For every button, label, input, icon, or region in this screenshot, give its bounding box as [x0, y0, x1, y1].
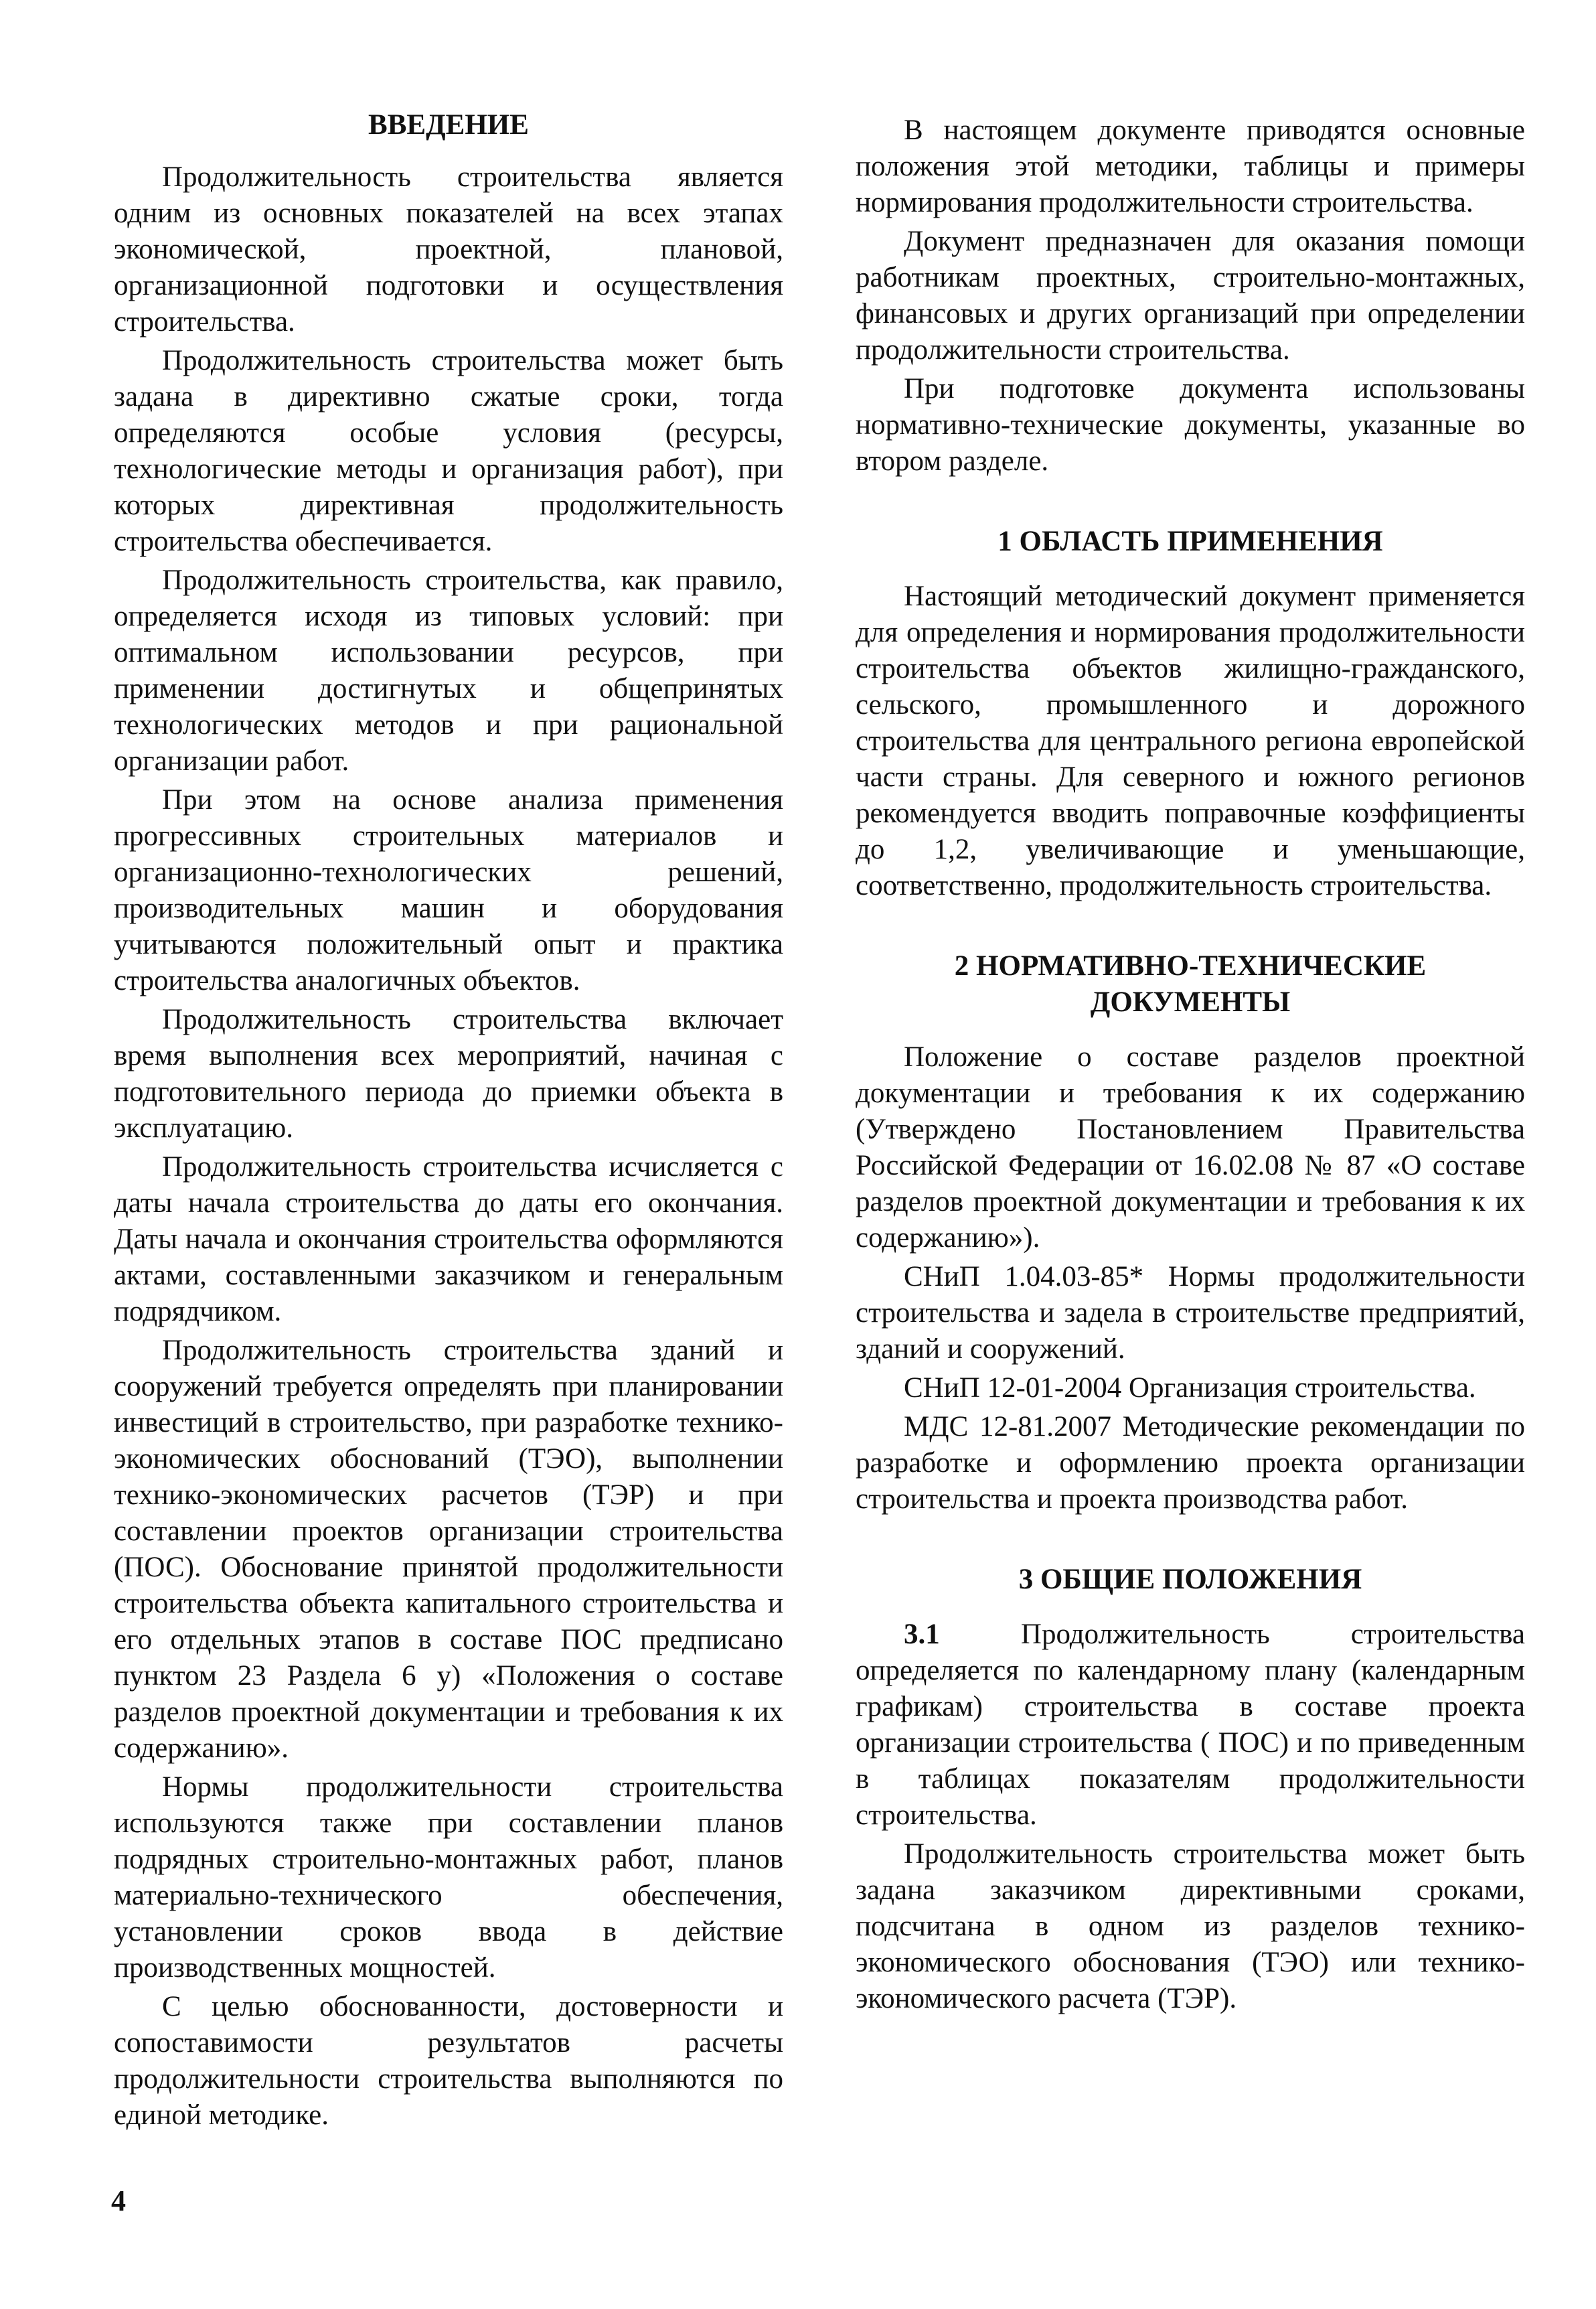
- section-2-paragraph: СНиП 1.04.03-85* Нормы продолжительности строительства и задела в строительстве предприятий, зданий и сооружений.: [856, 1261, 1525, 1365]
- right-column: [856, 113, 1525, 2020]
- clause-text: Продолжительность строительства определяется по календарному плану (календарным графикам) строительства в составе проекта организации строительства ( ПОС) и по приведенным в таблицах показателям продолжительности строительства.: [856, 1619, 1525, 1831]
- section-3-heading: 3 ОБЩИЕ ПОЛОЖЕНИЯ: [1018, 1564, 1362, 1595]
- intro-paragraph: Нормы продолжительности строительства используются также при составлении планов подрядных строительно-монтажных работ, планов материально-технического обеспечения, установлении сроков ввода в действие производственных мощностей.: [114, 1771, 783, 1984]
- section-3-paragraph: [856, 1617, 1525, 1834]
- intro-paragraph: Продолжительность строительства является одним из основных показателей на всех этапах экономической, проектной, плановой, организационной подготовки и осуществления строительства.: [114, 161, 783, 338]
- intro-paragraph: При этом на основе анализа применения прогрессивных строительных материалов и организационно-технологических решений, производительных машин и оборудования учитываются положительный опыт и практика строительства аналогичных объектов.: [114, 784, 783, 996]
- section-2-paragraph: Положение о составе разделов проектной документации и требования к их содержанию (Утверждено Постановлением Правительства Российской Федерации от 16.02.08 № 87 «О составе разделов проектной документации и требования к их содержанию»).: [856, 1041, 1525, 1254]
- section-1-heading: 1 ОБЛАСТЬ ПРИМЕНЕНИЯ: [998, 526, 1383, 557]
- intro-continuation-paragraph: При подготовке документа использованы нормативно-технические документы, указанные во втором разделе.: [856, 373, 1525, 477]
- section-1-paragraph: Настоящий методический документ применяется для определения и нормирования продолжительности строительства объектов жилищно-гражданского, сельского, промышленного и дорожного строительства для центрального региона европейской части страны. Для северного и южного регионов рекомендуется вводить поправочные коэффициенты до 1,2, увеличивающие и уменьшающие, соответственно, продолжительность строительства.: [856, 581, 1525, 901]
- intro-paragraph: Продолжительность строительства, как правило, определяется исходя из типовых условий: при оптимальном использовании ресурсов, при применении достигнутых и общепринятых технологических методов и при рациональной организации работ.: [114, 565, 783, 777]
- intro-paragraph: Продолжительность строительства исчисляется с даты начала строительства до даты его окончания. Даты начала и окончания строительства оформляются актами, составленными заказчиком и генеральным подрядчиком.: [114, 1151, 783, 1327]
- section-2-paragraph: МДС 12-81.2007 Методические рекомендации по разработке и оформлению проекта организации строительства и проекта производства работ.: [856, 1411, 1525, 1515]
- section-2-heading-line-1: 2 НОРМАТИВНО-ТЕХНИЧЕСКИЕ: [954, 950, 1427, 982]
- intro-paragraph: Продолжительность строительства зданий и сооружений требуется определять при планировании инвестиций в строительство, при разработке технико-экономических обоснований (ТЭО), выполнении технико-экономических расчетов (ТЭР) и при составлении проектов организации строительства (ПОС). Обоснование принятой продолжительности строительства объекта капитального строительства и его отдельных этапов в составе ПОС предписано пунктом 23 Раздела 6 у) «Положения о составе разделов проектной документации и требования к их содержанию».: [114, 1335, 783, 1764]
- intro-paragraph: Продолжительность строительства включает время выполнения всех мероприятий, начиная с подготовительного периода до приемки объекта в эксплуатацию.: [114, 1004, 783, 1144]
- section-3-paragraph: Продолжительность строительства может быть задана заказчиком директивными сроками, подсчитана в одном из разделов технико-экономического обоснования (ТЭО) или технико-экономического расчета (ТЭР).: [856, 1838, 1525, 2014]
- intro-continuation-paragraph: В настоящем документе приводятся основные положения этой методики, таблицы и примеры нормирования продолжительности строительства.: [856, 115, 1525, 218]
- section-2-heading: [856, 948, 1525, 1021]
- left-column: [114, 107, 783, 2136]
- introduction-heading: ВВЕДЕНИЕ: [368, 109, 529, 141]
- intro-paragraph: Продолжительность строительства может быть задана в директивно сжатые сроки, тогда определяются особые условия (ресурсы, технологические методы и организация работ), при которых директивная продолжительность строительства обеспечивается.: [114, 345, 783, 557]
- intro-continuation-paragraph: Документ предназначен для оказания помощи работникам проектных, строительно-монтажных, финансовых и других организаций при определении продолжительности строительства.: [856, 226, 1525, 366]
- page-number: 4: [111, 2184, 126, 2217]
- intro-paragraph: С целью обоснованности, достоверности и сопоставимости результатов расчеты продолжительности строительства выполняются по единой методике.: [114, 1991, 783, 2131]
- section-2-heading-line-2: ДОКУМЕНТЫ: [1090, 986, 1291, 1018]
- clause-number: 3.1: [904, 1619, 940, 1650]
- section-2-paragraph: СНиП 12-01-2004 Организация строительства.: [904, 1372, 1476, 1404]
